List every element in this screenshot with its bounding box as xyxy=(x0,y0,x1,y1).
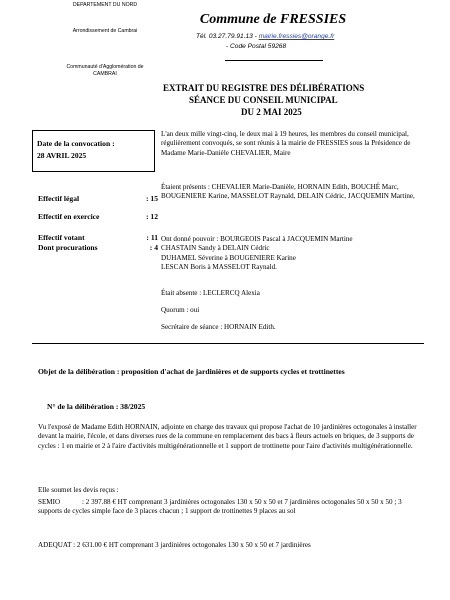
secretary: Secrétaire de séance : HORNAIN Edith. xyxy=(161,323,276,331)
register-title: EXTRAIT DU REGISTRE DES DÉLIBÉRATIONS xyxy=(163,83,365,93)
section-divider xyxy=(32,343,424,344)
proxy-line: Ont donné pouvoir : BOURGEOIS Pascal à JACQUEMIN Martine xyxy=(161,235,353,243)
header-rule xyxy=(225,60,323,61)
effectif-exercice xyxy=(38,212,158,223)
department-label: DEPARTEMENT DU NORD xyxy=(72,2,138,8)
communaute-label: Communauté d'Agglomération de CAMBRAI xyxy=(66,64,144,78)
effectif-value: : 4 xyxy=(149,243,158,252)
effectif-label: Effectif votant xyxy=(38,233,85,242)
phone-text: Tél. 03.27.79.91.13 - xyxy=(196,33,259,40)
quote-details: : 2 631.00 € HT comprenant 3 jardinières octogonales 130 x 50 x 50 et 7 jardinières xyxy=(73,541,311,549)
procurations xyxy=(38,243,158,254)
effectif-value: : 12 xyxy=(145,212,158,221)
proxies xyxy=(161,235,426,273)
proxy-line: LESCAN Boris à MASSELOT Raynald. xyxy=(161,263,277,272)
convocation-label: Date de la convocation : xyxy=(37,139,115,148)
absentees: Était absente : LECLERCQ Alexia xyxy=(161,289,260,297)
deliberation-number: N° de la délibération : 38/2025 xyxy=(47,402,146,411)
proxy-line: DUHAMEL Séverine à BOUGENIERE Karine xyxy=(161,253,296,262)
quote-adequat xyxy=(38,541,428,550)
supplier-name: SEMIO xyxy=(38,498,61,506)
deliberation-subject: Objet de la délibération : proposition d'achat de jardinières et de supports cycles et trottinettes xyxy=(38,367,345,376)
convocation-date: 28 AVRIL 2025 xyxy=(37,151,87,160)
arrondissement-label: Arrondissement de Cambrai xyxy=(72,28,138,34)
effectif-label: Dont procurations xyxy=(38,243,98,252)
effectif-label: Effectif en exercice xyxy=(38,212,100,221)
phone-line xyxy=(196,32,396,42)
postal-line: - Code Postal 59268 xyxy=(226,42,287,50)
deliberation-expose: Vu l'exposé de Madame Edith HORNAIN, adjointe en charge des travaux qui propose l'achat de 10 jardinières octogonales à installer devant la mairie, l'école, et dans diverses rues de la commune en remplacement des bacs à fleurs actuels en briques, de 3 supports de cycles : 1 en mairie et 2 à l'aire d'activités multigénérationnelle et 1 support de trottinette pour l'aire d'activités multigénérationnelle. xyxy=(38,423,417,450)
effectif-label: Effectif légal xyxy=(38,194,80,203)
quote-semio xyxy=(38,498,423,517)
session-date: DU 2 MAI 2025 xyxy=(241,107,302,117)
effectif-value: : 15 xyxy=(145,194,158,203)
commune-title: Commune de FRESSIES xyxy=(199,12,347,27)
supplier-name: ADEQUAT xyxy=(38,541,72,549)
email-link[interactable]: mairie.fressies@orange.fr xyxy=(258,33,335,40)
session-intro: L'an deux mille vingt-cinq, le deux mai à 19 heures, les membres du conseil municipal, régulièrement convoqués, se sont réunis à la mairie de FRESSIES sous la Présidence de Madame Marie-Danièle CHEVALIER, Maire xyxy=(161,130,411,157)
proxy-line: CHASTAIN Sandy à DELAIN Cédric xyxy=(161,244,270,253)
quotes-intro: Elle soumet les devis reçus : xyxy=(38,486,119,494)
session-title: SÉANCE DU CONSEIL MUNICIPAL xyxy=(189,95,338,105)
attendees: Étaient présents : CHEVALIER Marie-Danièle, HORNAIN Edith, BOUCHÉ Marc, BOUGENIERE Karine, MASSELOT Raynald, DELAIN Cédric, JACQUEMIN Martine, xyxy=(161,183,415,201)
effectif-legal xyxy=(38,194,158,205)
effectif-value: : 11 xyxy=(146,233,158,242)
quorum: Quorum : oui xyxy=(161,306,200,314)
quote-details: : 2 397.88 € HT comprenant 3 jardinières octogonales 130 x 50 x 50 et 7 jardinières octogonales 50 x 50 x 50 ; 3 supports de cycles simple face de 3 places chacun ; 1 support de trottinettes 9 places au sol xyxy=(38,498,402,516)
contact-block xyxy=(196,32,396,51)
